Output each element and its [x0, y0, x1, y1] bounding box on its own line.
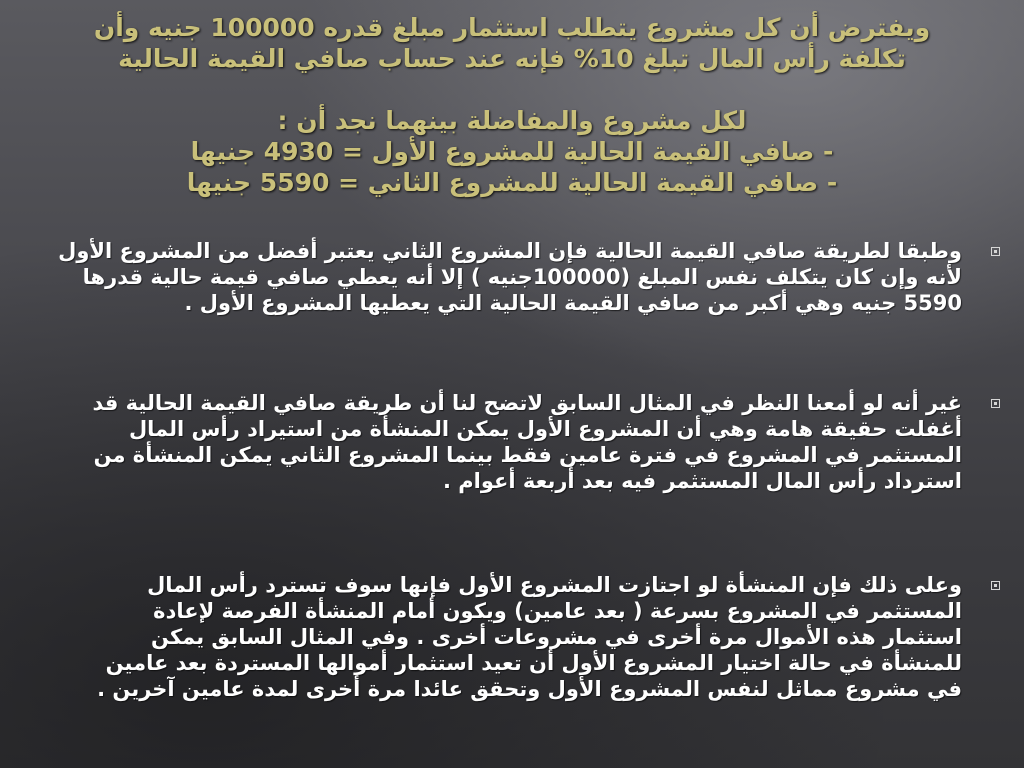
square-bullet-icon [991, 399, 1000, 408]
bullet-item [14, 390, 1014, 525]
bullet-item [14, 238, 1014, 348]
bullet-line: أغفلت حقيقة هامة وهي أن المشروع الأول يمكن المنشأة من استيراد رأس المال [128, 417, 962, 441]
bullet-line: المستثمر في المشروع بسرعة ( بعد عامين) ويكون أمام المنشأة الفرصة لإعادة [153, 599, 962, 623]
bullet-line: استثمار هذه الأموال مرة أخرى في مشروعات أخرى . وفي المثال السابق يمكن [151, 625, 962, 649]
bullet-paragraph [12, 238, 962, 316]
square-bullet-icon [991, 581, 1000, 590]
bullet-paragraph [12, 572, 962, 702]
bullet-line: استرداد رأس المال المستثمر فيه بعد أربعة أعوام . [442, 469, 962, 493]
title-line: تكلفة رأس المال تبلغ 10% فإنه عند حساب صافي القيمة الحالية [118, 44, 906, 73]
bullet-item [14, 572, 1014, 732]
title-line: لكل مشروع والمفاضلة بينهما نجد أن : [277, 106, 747, 135]
title-line: ويفترض أن كل مشروع يتطلب استثمار مبلغ قدره 100000 جنيه وأن [93, 13, 931, 42]
bullet-line: 5590 جنيه وهي أكبر من صافي القيمة الحالية التي يعطيها المشروع الأول . [184, 291, 962, 315]
title-line: - صافي القيمة الحالية للمشروع الأول = 4930 جنيها [190, 137, 834, 166]
square-bullet-icon [991, 247, 1000, 256]
bullet-line: للمنشأة في حالة اختيار المشروع الأول أن تعيد استثمار أموالها المستردة بعد عامين [105, 651, 962, 675]
bullet-line: في مشروع مماثل لنفس المشروع الأول وتحقق عائدا مرة أخرى لمدة عامين آخرين . [97, 677, 962, 701]
slide-title [20, 12, 1004, 198]
bullet-line: غير أنه لو أمعنا النظر في المثال السابق لاتضح لنا أن طريقة صافي القيمة الحالية قد [92, 391, 962, 415]
bullet-line: المستثمر في المشروع في فترة عامين فقط بينما المشروع الثاني يمكن المنشأة من [93, 443, 962, 467]
bullet-line: وعلى ذلك فإن المنشأة لو اجتازت المشروع الأول فإنها سوف تسترد رأس المال [147, 573, 962, 597]
bullet-line: لأنه وإن كان يتكلف نفس المبلغ (100000جنيه ) إلا أنه يعطي صافي قيمة حالية قدرها [82, 265, 962, 289]
bullet-paragraph [12, 390, 962, 494]
title-spacer [20, 74, 1004, 105]
bullet-line: وطبقا لطريقة صافي القيمة الحالية فإن المشروع الثاني يعتبر أفضل من المشروع الأول [58, 239, 962, 263]
title-line: - صافي القيمة الحالية للمشروع الثاني = 5590 جنيها [186, 168, 838, 197]
